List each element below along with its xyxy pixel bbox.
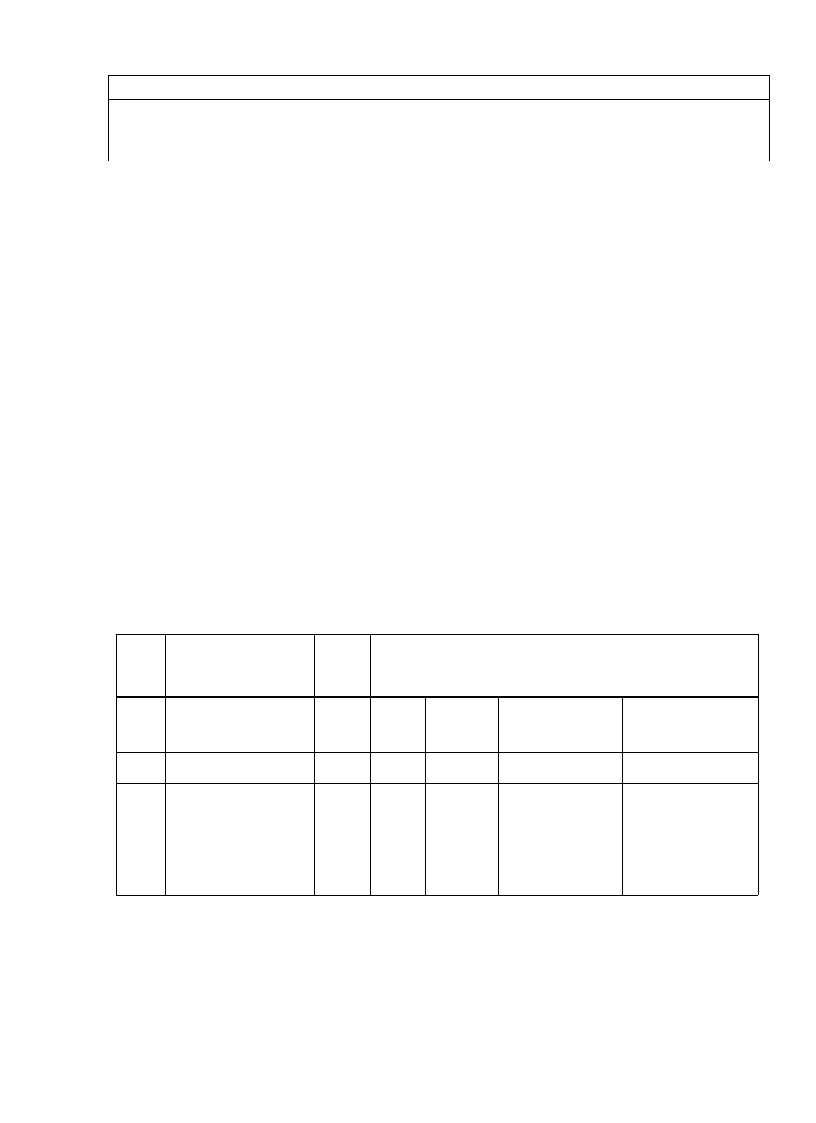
table-rule — [314, 634, 315, 895]
table-rule — [116, 634, 117, 895]
summary-table — [108, 75, 770, 161]
table-rule — [116, 752, 758, 753]
table-rule — [116, 634, 758, 635]
table-rule — [165, 634, 166, 895]
table-rule — [109, 99, 769, 100]
table-rule — [116, 696, 758, 698]
table-rule — [425, 696, 426, 895]
inspection-table — [116, 634, 758, 895]
table-rule — [622, 696, 623, 895]
table-rule — [498, 696, 499, 895]
table-rule — [758, 634, 759, 895]
table-rule — [109, 75, 769, 76]
table-rule — [116, 783, 758, 784]
table-rule — [116, 895, 758, 896]
table-rule — [370, 634, 371, 895]
